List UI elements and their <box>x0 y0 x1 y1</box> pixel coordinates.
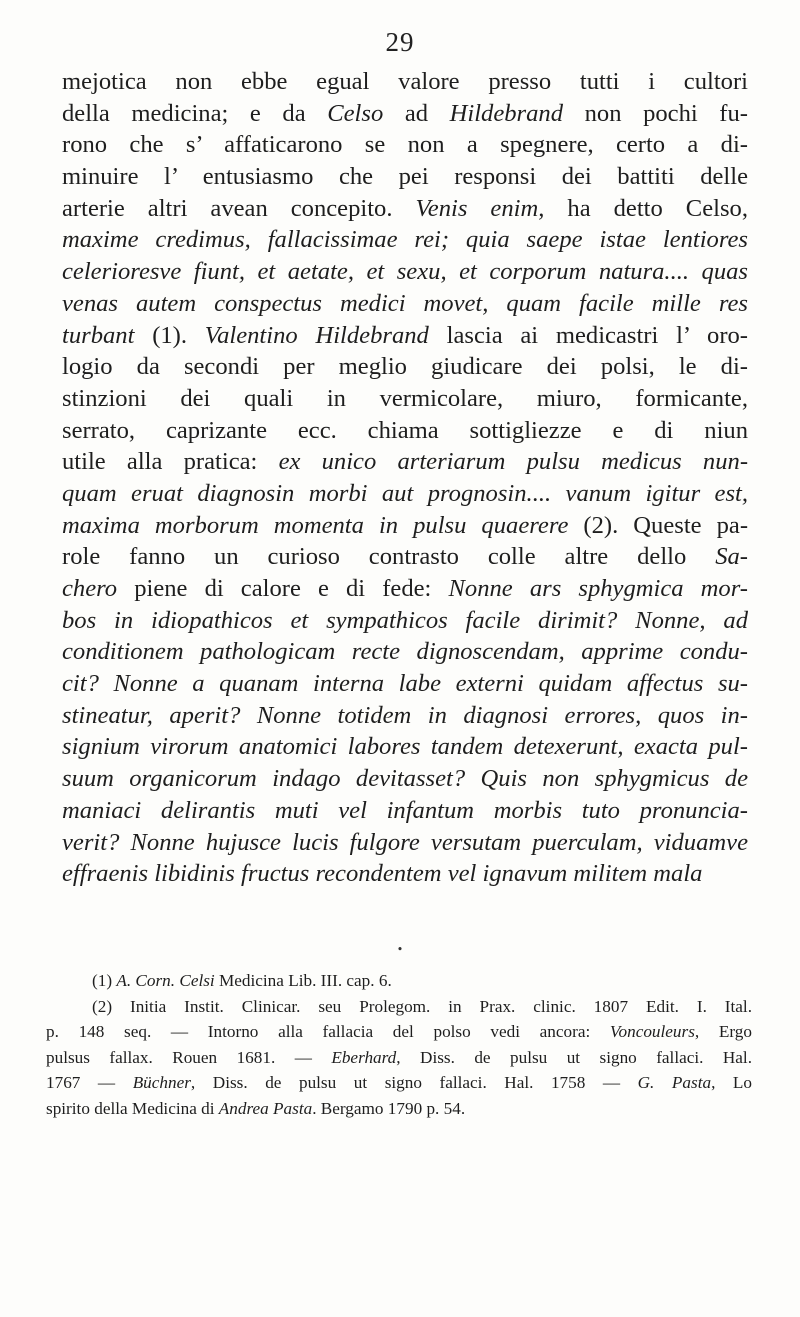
text-line: quam eruat diagnosin morbi aut prognosin.... vanum igitur est, <box>62 479 748 507</box>
page-number: 29 <box>385 27 415 57</box>
text-line: stinzioni dei quali in vermicolare, miuro, formicante, <box>62 384 748 412</box>
text-line: stineatur, aperit? Nonne totidem in diagnosi errores, quos in- <box>62 701 748 729</box>
text-line: rono che s’ affaticarono se non a spegnere, certo a di- <box>62 131 748 159</box>
footnote-line: 1767 — Büchner, Diss. de pulsu ut signo fallaci. Hal. 1758 — G. Pasta, Lo <box>46 1073 752 1093</box>
footnote-line: spirito della Medicina di Andrea Pasta. Bergamo 1790 p. 54. <box>46 1098 466 1118</box>
text-line: arterie altri avean concepito. Venis enim, ha detto Celso, <box>62 194 748 222</box>
text-line: signium virorum anatomici labores tandem detexerunt, exacta pul- <box>62 733 748 761</box>
text-line: chero piene di calore e di fede: Nonne ars sphygmica mor- <box>62 575 748 602</box>
text-line: bos in idiopathicos et sympathicos facile dirimit? Nonne, ad <box>62 606 748 634</box>
body-paragraph <box>62 66 748 890</box>
footnote-line: p. 148 seq. — Intorno alla fallacia del polso vedi ancora: Voncouleurs, Ergo <box>46 1022 752 1042</box>
text-line: della medicina; e da Celso ad Hildebrand non pochi fu- <box>62 99 748 127</box>
footnote-divider: • <box>396 943 404 956</box>
text-line: minuire l’ entusiasmo che pei responsi dei battiti delle <box>62 163 748 191</box>
text-line: celerioresve fiunt, et aetate, et sexu, et corporum natura.... quas <box>62 258 748 286</box>
footnotes <box>46 968 752 1122</box>
text-line: maxime credimus, fallacissimae rei; quia saepe istae lentiores <box>62 226 748 254</box>
text-line: conditionem pathologicam recte dignoscendam, apprime condu- <box>62 638 748 666</box>
footnote-line: pulsus fallax. Rouen 1681. — Eberhard, Diss. de pulsu ut signo fallaci. Hal. <box>46 1047 752 1067</box>
text-line: role fanno un curioso contrasto colle altre dello Sa- <box>62 543 748 571</box>
text-line: effraenis libidinis fructus recondentem vel ignavum militem mala <box>62 860 703 888</box>
text-line: maxima morborum momenta in pulsu quaerere (2). Queste pa- <box>62 511 748 539</box>
text-line: verit? Nonne hujusce lucis fulgore versutam puerculam, viduamve <box>62 828 748 856</box>
text-line: maniaci delirantis muti vel infantum morbis tuto pronuncia- <box>62 796 748 824</box>
text-line: logio da secondi per meglio giudicare dei polsi, le di- <box>62 353 748 381</box>
text-line: mejotica non ebbe egual valore presso tutti i cultori <box>62 68 748 95</box>
text-line: turbant (1). Valentino Hildebrand lascia ai medicastri l’ oro- <box>62 321 748 349</box>
text-line: cit? Nonne a quanam interna labe externi quidam affectus su- <box>62 670 748 698</box>
text-line: suum organicorum indago devitasset? Quis non sphygmicus de <box>62 765 748 793</box>
footnote-line: (2) Initia Instit. Clinicar. seu Prolegom. in Prax. clinic. 1807 Edit. I. Ital. <box>92 996 752 1016</box>
footnote-line: (1) A. Corn. Celsi Medicina Lib. III. cap. 6. <box>92 971 392 990</box>
text-line: serrato, caprizante ecc. chiama sottigliezze e di niun <box>62 416 748 444</box>
text-line: utile alla pratica: ex unico arteriarum pulsu medicus nun- <box>62 448 748 476</box>
text-line: venas autem conspectus medici movet, quam facile mille res <box>62 289 748 317</box>
